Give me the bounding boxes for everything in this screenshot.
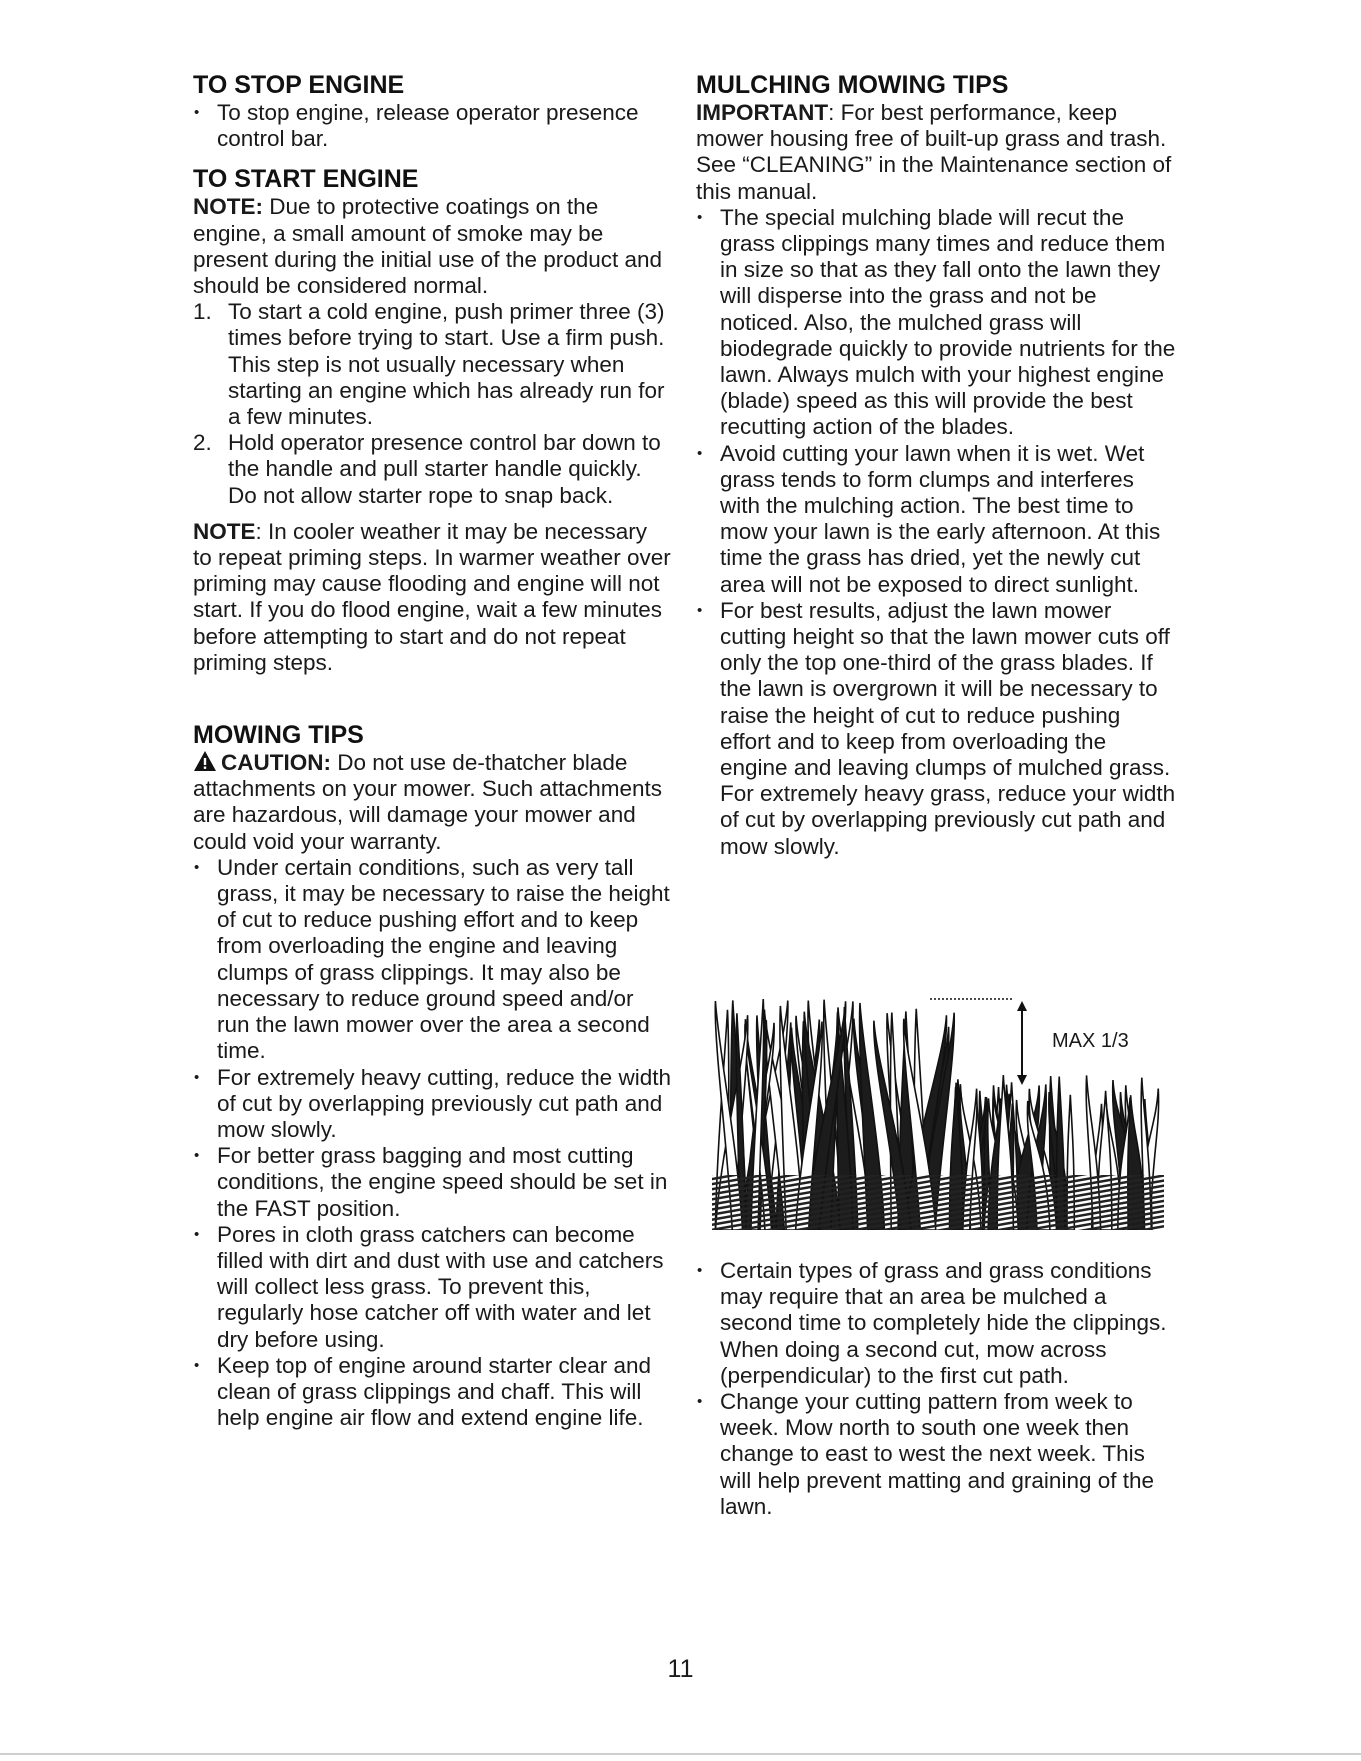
list-item: • Certain types of grass and grass conditions may require that an area be mulched a second time to completely hide the clippings. When doing a second cut, mow across (perpendicular) to the first cut path.	[696, 1258, 1176, 1389]
list-item	[193, 299, 671, 430]
bottom-divider	[0, 1753, 1361, 1755]
left-column	[193, 70, 671, 1431]
caution-text: Do not use de-thatcher blade attachments on your mower. Such attachments are hazardous, will damage your mower and could void your warranty.	[193, 750, 662, 854]
arrow-down-icon	[1017, 1075, 1027, 1085]
list-item: • To stop engine, release operator presence control bar.	[193, 100, 671, 152]
step-number: 2.	[193, 430, 212, 456]
page-number: 11	[667, 1655, 694, 1683]
caution-paragraph	[193, 750, 671, 855]
step-number: 1.	[193, 299, 212, 325]
list-item: • Change your cutting pattern from week to week. Mow north to south one week then change to east to west the next week. This will help prevent matting and graining of the lawn.	[696, 1389, 1176, 1520]
list-item: • Pores in cloth grass catchers can become filled with dirt and dust with use and catchers will collect less grass. To prevent this, regularly hose catcher off with water and let dry before using.	[193, 1222, 671, 1353]
list-item: • Avoid cutting your lawn when it is wet. Wet grass tends to form clumps and interferes with the mulching action. The best time to mow your lawn is the early afternoon. At this time the grass has dried, yet the newly cut area will not be exposed to direct sunlight.	[696, 441, 1176, 598]
start-engine-note	[193, 194, 671, 299]
stop-engine-list	[193, 100, 671, 152]
max-one-third-label: MAX 1/3	[1052, 1030, 1129, 1052]
start-engine-heading: TO START ENGINE	[193, 165, 419, 194]
mowing-tips-heading: MOWING TIPS	[193, 721, 364, 750]
right-column-lower	[696, 1258, 1176, 1520]
mowing-tips-list	[193, 855, 671, 1431]
mulching-tips-list	[696, 205, 1176, 860]
grass-base-shading	[712, 1175, 1164, 1230]
list-item: • Under certain conditions, such as very tall grass, it may be necessary to raise the height of cut to reduce pushing effort and to keep from overloading the engine and leaving clumps of grass clippings. It may also be necessary to reduce ground speed and/or run the lawn mower over the area a second time.	[193, 855, 671, 1065]
step-text: To start a cold engine, push primer three (3) times before trying to start. Use a firm push. This step is not usually necessary when starting an engine which has already run for a few minutes.	[228, 299, 665, 430]
step-text: Hold operator presence control bar down to the handle and pull starter handle quickly. Do not allow starter rope to snap back.	[228, 430, 661, 508]
list-item: • For extremely heavy cutting, reduce the width of cut by overlapping previously cut path and mow slowly.	[193, 1065, 671, 1144]
note-text: : In cooler weather it may be necessary to repeat priming steps. In warmer weather over priming may cause flooding and engine will not start. If you do flood engine, wait a few minutes before attempting to start and do not repeat priming steps.	[193, 518, 671, 675]
note-label: NOTE:	[193, 194, 263, 220]
start-steps-list	[193, 299, 671, 509]
list-item: • For best results, adjust the lawn mower cutting height so that the lawn mower cuts off only the top one-third of the grass blades. If the lawn is overgrown it will be necessary to raise the height of cut to reduce pushing effort and to keep from overloading the engine and leaving clumps of mulched grass. For extremely heavy grass, reduce your width of cut by overlapping previously cut path and mow slowly.	[696, 598, 1176, 860]
important-text: : For best performance, keep mower housing free of built-up grass and trash. See “CLEANING” in the Maintenance section of this manual.	[696, 100, 1172, 204]
list-item: • Keep top of engine around starter clear and clean of grass clippings and chaff. This will help engine air flow and extend engine life.	[193, 1353, 671, 1432]
list-item: • The special mulching blade will recut the grass clippings many times and reduce them in size so that as they fall onto the lawn they will disperse into the grass and not be noticed. Also, the mulched grass will biodegrade quickly to provide nutrients for the lawn. Always mulch with your highest engine (blade) speed as this will provide the best recutting action of the blades.	[696, 205, 1176, 441]
important-label: IMPORTANT	[696, 100, 829, 125]
note-text: Due to protective coatings on the engine, a small amount of smoke may be present during the initial use of the product and should be considered normal.	[193, 194, 663, 299]
caution-label: CAUTION:	[221, 750, 331, 776]
note-label: NOTE	[193, 518, 256, 544]
arrow-up-icon	[1017, 1001, 1027, 1011]
warning-icon	[193, 750, 217, 772]
mulching-tips-list-continued	[696, 1258, 1176, 1520]
priming-note	[193, 519, 671, 676]
mulching-tips-heading: MULCHING MOWING TIPS	[696, 71, 1009, 99]
list-item: • For better grass bagging and most cutting conditions, the engine speed should be set in the FAST position.	[193, 1143, 671, 1222]
right-column	[696, 70, 1176, 860]
list-item	[193, 430, 671, 509]
important-paragraph	[696, 100, 1176, 205]
stop-engine-heading: TO STOP ENGINE	[193, 71, 405, 99]
